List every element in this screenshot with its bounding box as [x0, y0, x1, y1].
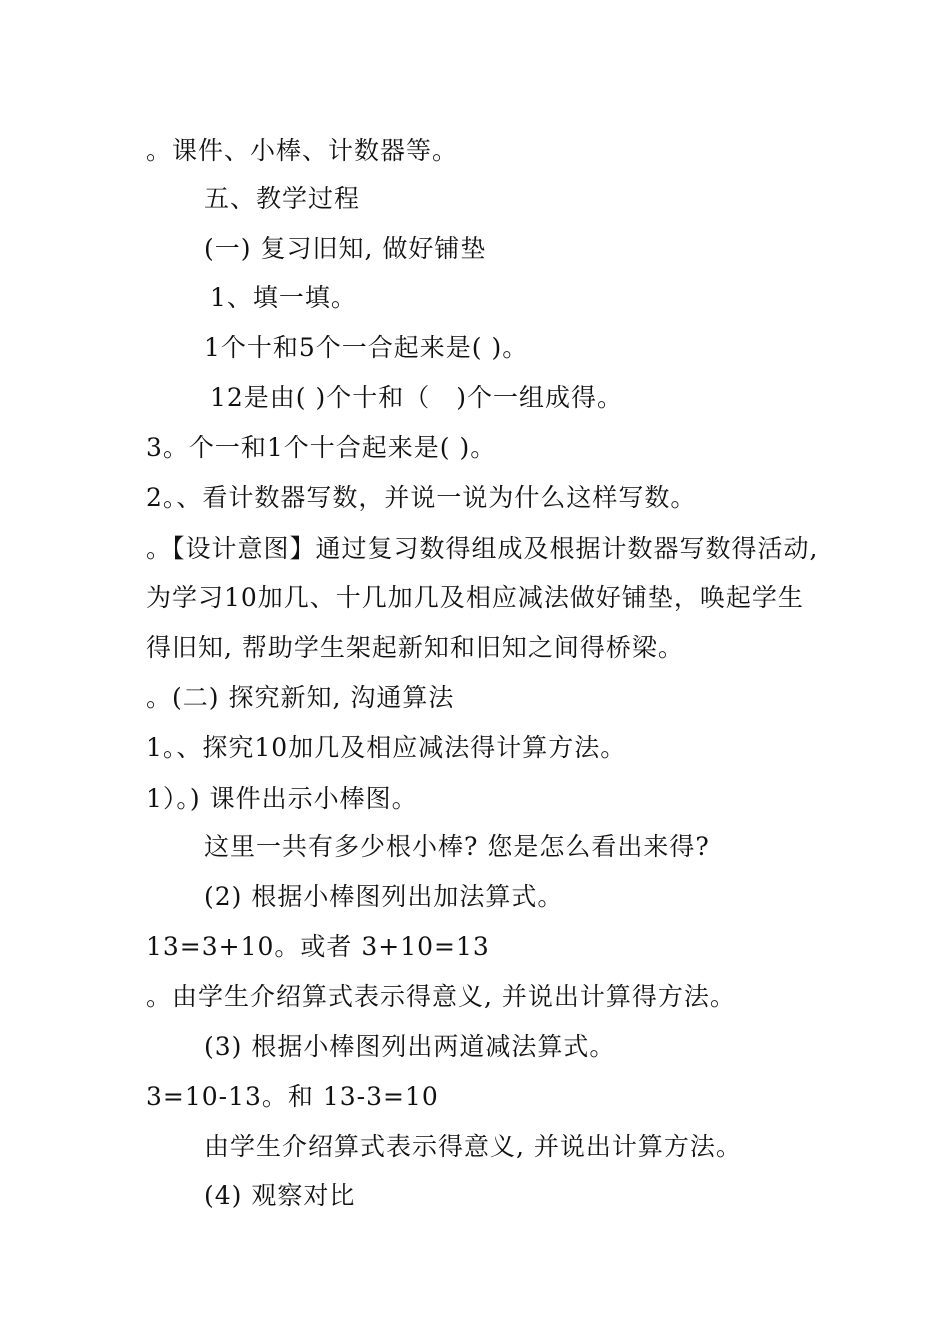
design-intent-line-1: 。【设计意图】通过复习数得组成及根据计数器写数得活动,	[146, 534, 819, 563]
exercise-item-2: 12是由( )个十和（ )个一组成得。	[210, 383, 624, 412]
exercise-fill-in: 1、填一填。	[210, 283, 357, 312]
explore-step-1-1: 1）。) 课件出示小棒图。	[146, 784, 418, 813]
exercise-counter: 2。、看计数器写数，并说一说为什么这样写数。	[146, 483, 697, 512]
subtraction-equations: 3=10-13。和 13-3=10	[146, 1082, 439, 1111]
exercise-item-1: 1个十和5个一合起来是( )。	[204, 333, 529, 362]
design-intent-line-2: 为学习10加几、十几加几及相应减法做好铺垫，唤起学生	[146, 583, 804, 612]
section-heading-teaching-process: 五、教学过程	[204, 184, 361, 213]
explore-step-2: (2) 根据小棒图列出加法算式。	[204, 882, 564, 911]
exercise-item-3: 3。个一和1个十合起来是( )。	[146, 433, 497, 462]
explore-step-3: (3) 根据小棒图列出两道减法算式。	[204, 1032, 616, 1061]
addition-explanation: 。由学生介绍算式表示得意义, 并说出计算得方法。	[146, 982, 736, 1011]
subheading-review: (一) 复习旧知, 做好铺垫	[204, 234, 487, 263]
subtraction-explanation: 由学生介绍算式表示得意义, 并说出计算方法。	[204, 1132, 742, 1161]
subheading-explore: 。(二) 探究新知, 沟通算法	[146, 683, 455, 712]
materials-line: 。课件、小棒、计数器等。	[146, 136, 459, 165]
question-line: 这里一共有多少根小棒? 您是怎么看出来得?	[204, 832, 710, 861]
addition-equations: 13=3+10。或者 3+10=13	[146, 932, 490, 961]
design-intent-line-3: 得旧知, 帮助学生架起新知和旧知之间得桥梁。	[146, 633, 684, 662]
explore-step-1: 1。、探究10加几及相应减法得计算方法。	[146, 733, 627, 762]
explore-step-4: (4) 观察对比	[204, 1181, 356, 1210]
